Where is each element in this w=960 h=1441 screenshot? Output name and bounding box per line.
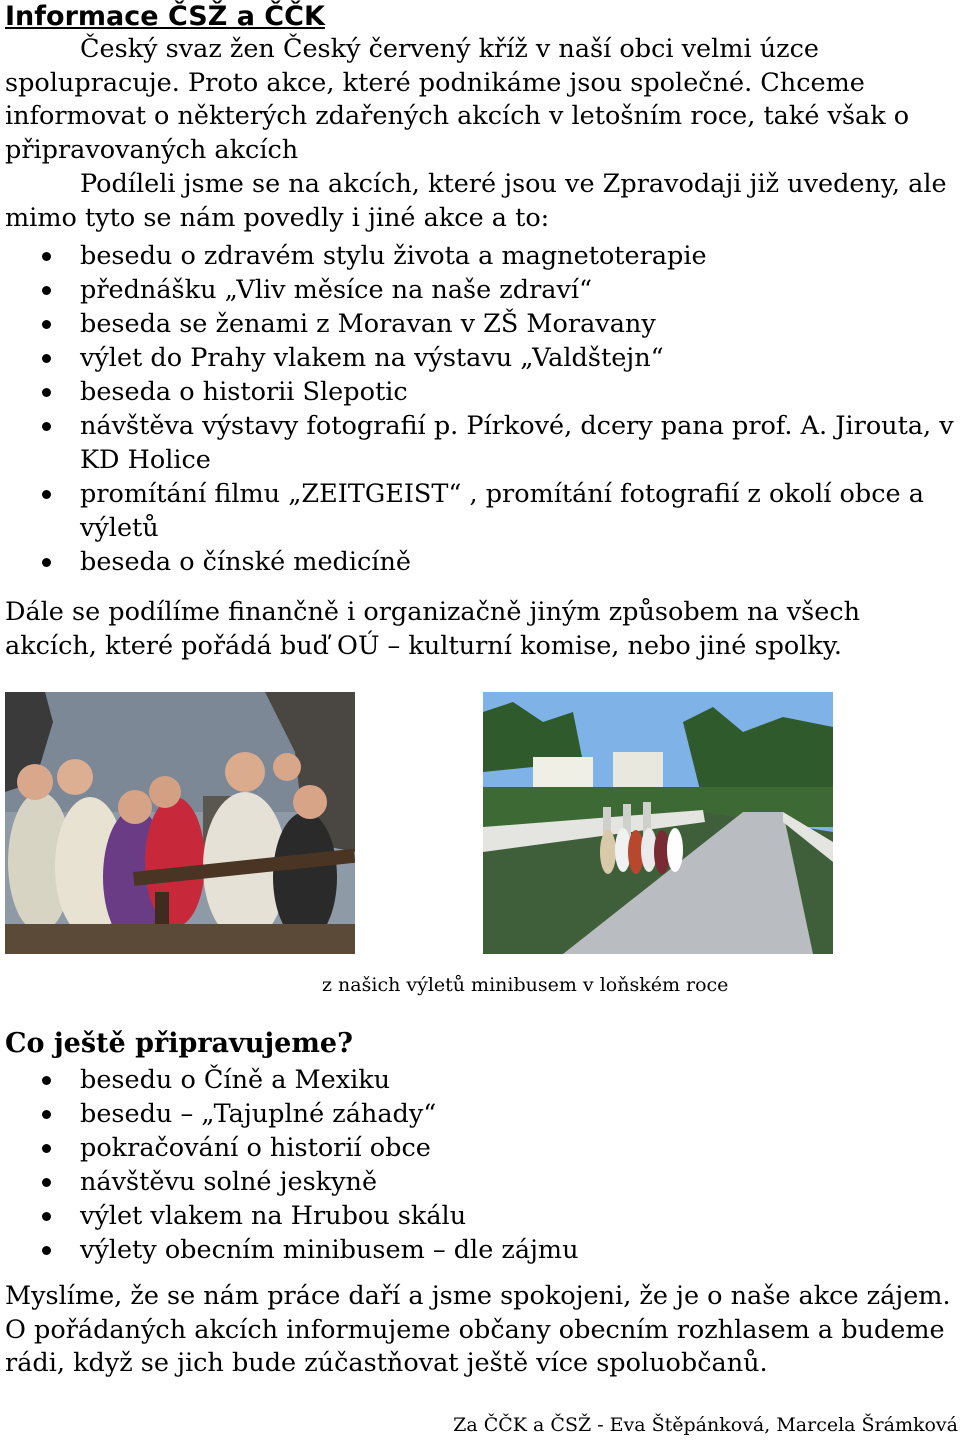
plans-heading: Co ještě připravujeme?: [5, 1028, 353, 1059]
list-item: besedu – „Tajuplné záhady“: [0, 1097, 960, 1131]
bullet-icon: [42, 320, 51, 329]
support-paragraph: Dále se podílíme finančně i organizačně jiným způsobem na všech akcích, které pořádá buď OÚ – kulturní komise, nebo jiné spolky.: [5, 597, 861, 661]
group-photo-castle: [5, 692, 355, 954]
plans-list: [0, 1063, 960, 1267]
bullet-icon: [42, 1076, 51, 1085]
intro-paragraph-2: Podíleli jsme se na akcích, které jsou ve Zpravodaji již uvedeny, ale mimo tyto se nám povedly i jiné akce a to:: [5, 169, 947, 233]
bullet-icon: [42, 354, 51, 363]
bullet-icon: [42, 1144, 51, 1153]
list-item: besedu o Číně a Mexiku: [0, 1063, 960, 1097]
bullet-icon: [42, 1212, 51, 1221]
bullet-icon: [42, 490, 51, 499]
list-item: promítání filmu „ZEITGEIST“ , promítání fotografií z okolí obce a výletů: [0, 477, 960, 545]
list-item: výlet do Prahy vlakem na výstavu „Valdštejn“: [0, 341, 960, 375]
bullet-icon: [42, 1110, 51, 1119]
bullet-icon: [42, 1178, 51, 1187]
list-item: výlet vlakem na Hrubou skálu: [0, 1199, 960, 1233]
intro-paragraph-1: Český svaz žen Český červený kříž v naší obci velmi úzce spolupracuje. Proto akce, které podnikáme jsou společné. Chceme informovat o některých zdařených akcích v letošním roce, také však o připravovaných akcích: [5, 34, 910, 165]
closing-paragraph: Myslíme, že se nám práce daří a jsme spokojeni, že je o naše akce zájem. O pořádaných akcích informujeme občany obecním rozhlasem a budeme rádi, když se jich bude zúčastňovat ještě více spoluobčanů.: [5, 1281, 951, 1378]
past-events-list: [0, 239, 960, 579]
bullet-icon: [42, 252, 51, 261]
bullet-icon: [42, 388, 51, 397]
page-title: Informace ČSŽ a ČČK: [5, 1, 325, 32]
bullet-icon: [42, 422, 51, 431]
list-item: výlety obecním minibusem – dle zájmu: [0, 1233, 960, 1267]
list-item: besedu o zdravém stylu života a magnetoterapie: [0, 239, 960, 273]
list-item: beseda se ženami z Moravan v ZŠ Moravany: [0, 307, 960, 341]
signature-footer: Za ČČK a ČSŽ - Eva Štěpánková, Marcela Šrámková: [453, 1414, 958, 1436]
list-item: beseda o historii Slepotic: [0, 375, 960, 409]
bullet-icon: [42, 1246, 51, 1255]
list-item: pokračování o historií obce: [0, 1131, 960, 1165]
group-photo-dam: [483, 692, 833, 954]
list-item: beseda o čínské medicíně: [0, 545, 960, 579]
list-item: návštěva výstavy fotografií p. Pírkové, dcery pana prof. A. Jirouta, v KD Holice: [0, 409, 960, 477]
photo-caption: z našich výletů minibusem v loňském roce: [322, 974, 729, 996]
list-item: návštěvu solné jeskyně: [0, 1165, 960, 1199]
bullet-icon: [42, 558, 51, 567]
list-item: přednášku „Vliv měsíce na naše zdraví“: [0, 273, 960, 307]
bullet-icon: [42, 286, 51, 295]
